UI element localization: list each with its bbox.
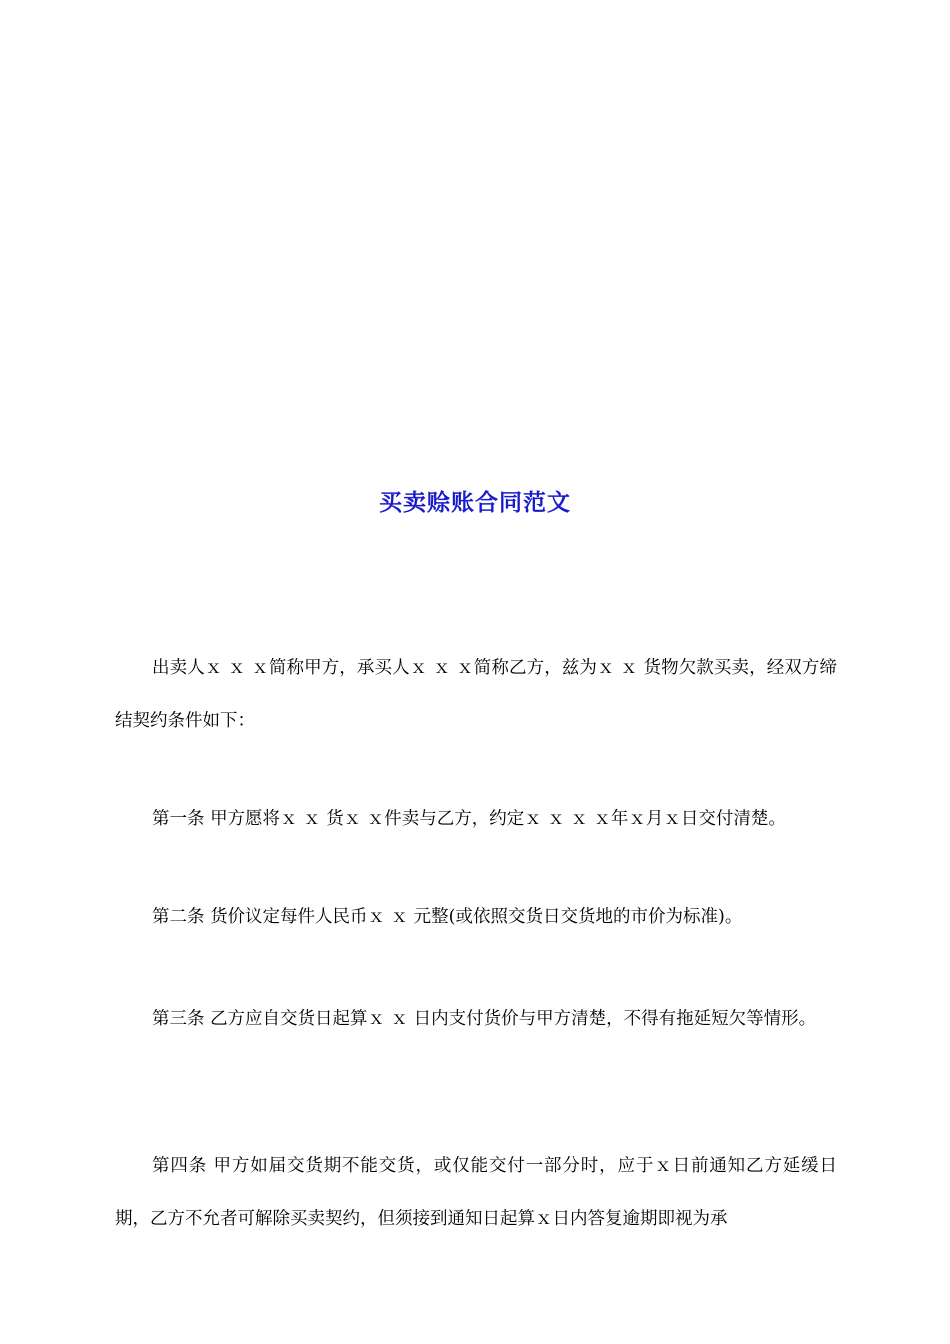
- paragraph-article-3: 第三条 乙方应自交货日起算ｘ ｘ 日内支付货价与甲方清楚，不得有拖延短欠等情形。: [152, 1009, 817, 1029]
- paragraph-article-4: 第四条 甲方如届交货期不能交货，或仅能交付一部分时，应于ｘ日前通知乙方延缓日期，乙方不允者可解除买卖契约，但须接到通知日起算ｘ日内答复逾期即视为承: [115, 1156, 837, 1229]
- paragraph-article-1: 第一条 甲方愿将ｘ ｘ 货ｘ ｘ件卖与乙方，约定ｘ ｘ ｘ ｘ年ｘ月ｘ日交付清楚。: [152, 809, 786, 829]
- paragraph-intro: 出卖人ｘ ｘ ｘ简称甲方，承买人ｘ ｘ ｘ简称乙方，兹为ｘ ｘ 货物欠款买卖，经双方缔结契约条件如下：: [115, 658, 837, 731]
- document-title: 买卖赊账合同范文: [379, 490, 571, 516]
- paragraph-article-2: 第二条 货价议定每件人民币ｘ ｘ 元整(或依照交货日交货地的市价为标准)。: [152, 907, 743, 927]
